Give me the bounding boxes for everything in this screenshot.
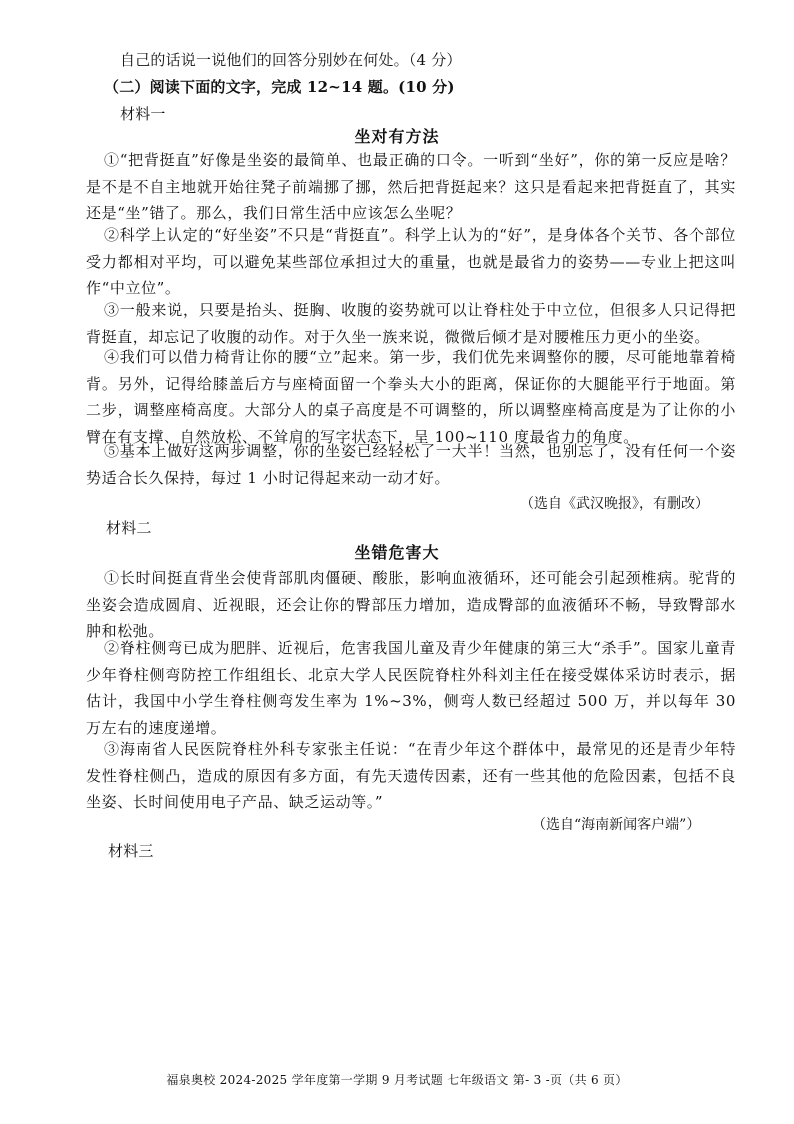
material-1-paragraph-3: ③一般来说，只要是抬头、挺胸、收腹的姿势就可以让脊柱处于中立位，但很多人只记得把背挺直，却忘记了收腹的动作。对于久坐一族来说，微微后倾才是对腰椎压力更小的坐姿。 [86,301,736,346]
material-1-paragraph-1: ①“把背挺直”好像是坐姿的最简单、也最正确的口令。一听到“坐好”，你的第一反应是啥？是不是不自主地就开始往凳子前端挪了挪，然后把背挺起来？这只是看起来把背挺直了，其实还是“坐”错了。那么，我们日常生活中应该怎么坐呢？ [86,151,736,223]
page-footer: 福泉奥校 2024-2025 学年度第一学期 9 月考试题 七年级语文 第- 3 -页（共 6 页） [166,1073,628,1087]
material-2-title: 坐错危害大 [354,543,440,562]
material-1-paragraph-2: ②科学上认定的“好坐姿”不只是“背挺直”。科学上认为的“好”，是身体各个关节、各个部位受力都相对平均，可以避免某些部位承担过大的重量，也就是最省力的姿势——专业上把这叫作“中立位”。 [86,226,736,298]
material-2-paragraph-3: ③海南省人民医院脊柱外科专家张主任说：“在青少年这个群体中，最常见的还是青少年特发性脊柱侧凸，造成的原因有多方面，有先天遗传因素，还有一些其他的危险因素，包括不良坐姿、长时间使用电子产品、缺乏运动等。” [86,740,736,812]
material-1-label: 材料一 [120,105,166,123]
material-2-paragraph-1: ①长时间挺直背坐会使背部肌肉僵硬、酸胀，影响血液循环，还可能会引起颈椎病。驼背的坐姿会造成圆肩、近视眼，还会让你的臀部压力增加，造成臀部的血液循环不畅，导致臀部水肿和松弛。 [86,569,736,641]
material-1-paragraph-5: ⑤基本上做好这两步调整，你的坐姿已经轻松了一大半！当然，也别忘了，没有任何一个姿势适合长久保持，每过 1 小时记得起来动一动才好。 [86,442,736,487]
material-2-source: （选自“海南新闻客户端”） [532,817,701,833]
material-3-label: 材料三 [108,842,154,860]
previous-question-tail: 自己的话说一说他们的回答分别妙在何处。（4 分） [120,51,462,69]
material-1-title: 坐对有方法 [354,127,440,146]
material-2-paragraph-2: ②脊柱侧弯已成为肥胖、近视后，危害我国儿童及青少年健康的第三大“杀手”。国家儿童青少年脊柱侧弯防控工作组组长、北京大学人民医院脊柱外科刘主任在接受媒体采访时表示，据估计，我国中小学生脊柱侧弯发生率为 1%~3%，侧弯人数已经超过 500 万，并以每年 30 万左右的速度递增。 [86,639,736,737]
section-heading: （二）阅读下面的文字，完成 12~14 题。(10 分) [104,78,455,96]
material-1-paragraph-4: ④我们可以借力椅背让你的腰“立”起来。第一步，我们优先来调整你的腰，尽可能地靠着椅背。另外，记得给膝盖后方与座椅面留一个拳头大小的距离，保证你的大腿能平行于地面。第二步，调整座椅高度。大部分人的桌子高度是不可调整的，所以调整座椅高度是为了让你的小臂在有支撑、自然放松、不耸肩的写字状态下，呈 100~110 度最省力的角度。 [86,348,736,446]
material-1-source: （选自《武汉晚报》，有删改） [520,496,709,512]
material-2-label: 材料二 [106,519,152,537]
